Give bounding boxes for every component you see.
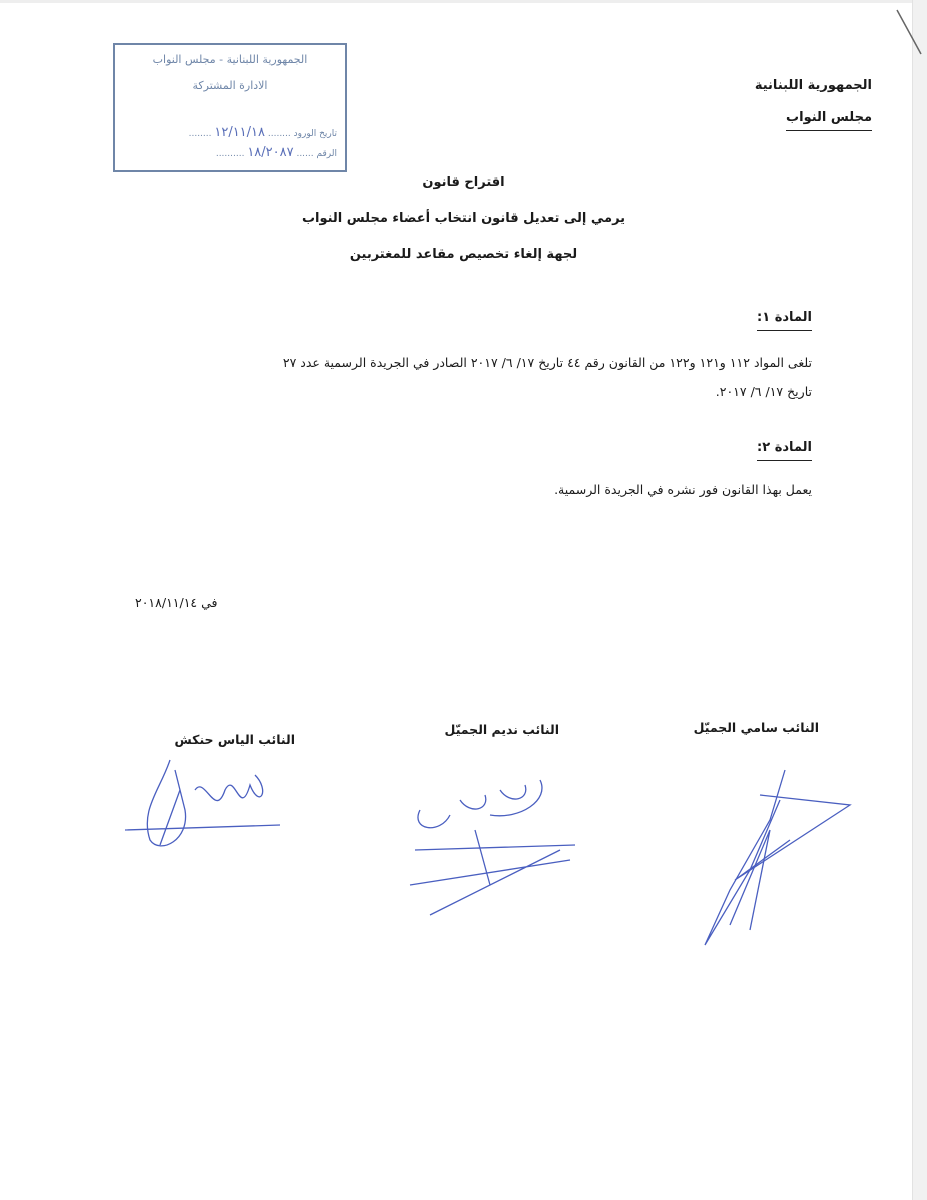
doc-title: اقتراح قانون — [422, 175, 505, 190]
stamp-line2: الادارة المشتركة — [192, 79, 268, 92]
signature-3 — [120, 750, 285, 860]
reception-stamp — [113, 43, 347, 172]
document-date: في ٢٠١٨/١١/١٤ — [135, 595, 218, 610]
scan-edge-top — [0, 0, 927, 3]
header-republic: الجمهورية اللبنانية — [754, 78, 872, 93]
doc-subtitle-2: لجهة إلغاء تخصيص مقاعد للمغتربين — [349, 247, 578, 262]
scan-corner-mark — [895, 8, 925, 58]
article-2-heading: المادة ٢: — [757, 440, 812, 461]
stamp-date-field: تاريخ الورود ........ ١٢/١١/١٨ ........ — [188, 125, 337, 140]
stamp-line1: الجمهورية اللبنانية - مجلس النواب — [152, 53, 308, 66]
article-1-line-1: تلغى المواد ١١٢ و١٢١ و١٢٢ من القانون رقم ٤٤ تاريخ ١٧/ ٦/ ٢٠١٧ الصادر في الجريدة الرسمية عدد ٢٧ — [282, 355, 812, 370]
signatory-1-name: النائب سامي الجميّل — [693, 720, 819, 735]
signatory-2-name: النائب نديم الجميّل — [444, 722, 559, 737]
article-1-line-2: تاريخ ١٧/ ٦/ ٢٠١٧. — [715, 384, 812, 399]
signature-1 — [690, 760, 860, 950]
signature-2 — [400, 770, 590, 920]
header-parliament: مجلس النواب — [786, 110, 872, 131]
article-2-line-1: يعمل بهذا القانون فور نشره في الجريدة الرسمية. — [554, 482, 812, 497]
article-1-heading: المادة ١: — [757, 310, 812, 331]
stamp-number-field: الرقم ...... ١٨/٢٠٨٧ .......... — [215, 145, 337, 160]
doc-subtitle: يرمي إلى تعديل قانون انتخاب أعضاء مجلس النواب — [301, 211, 626, 226]
signatory-3-name: النائب الياس حنكش — [174, 732, 295, 747]
